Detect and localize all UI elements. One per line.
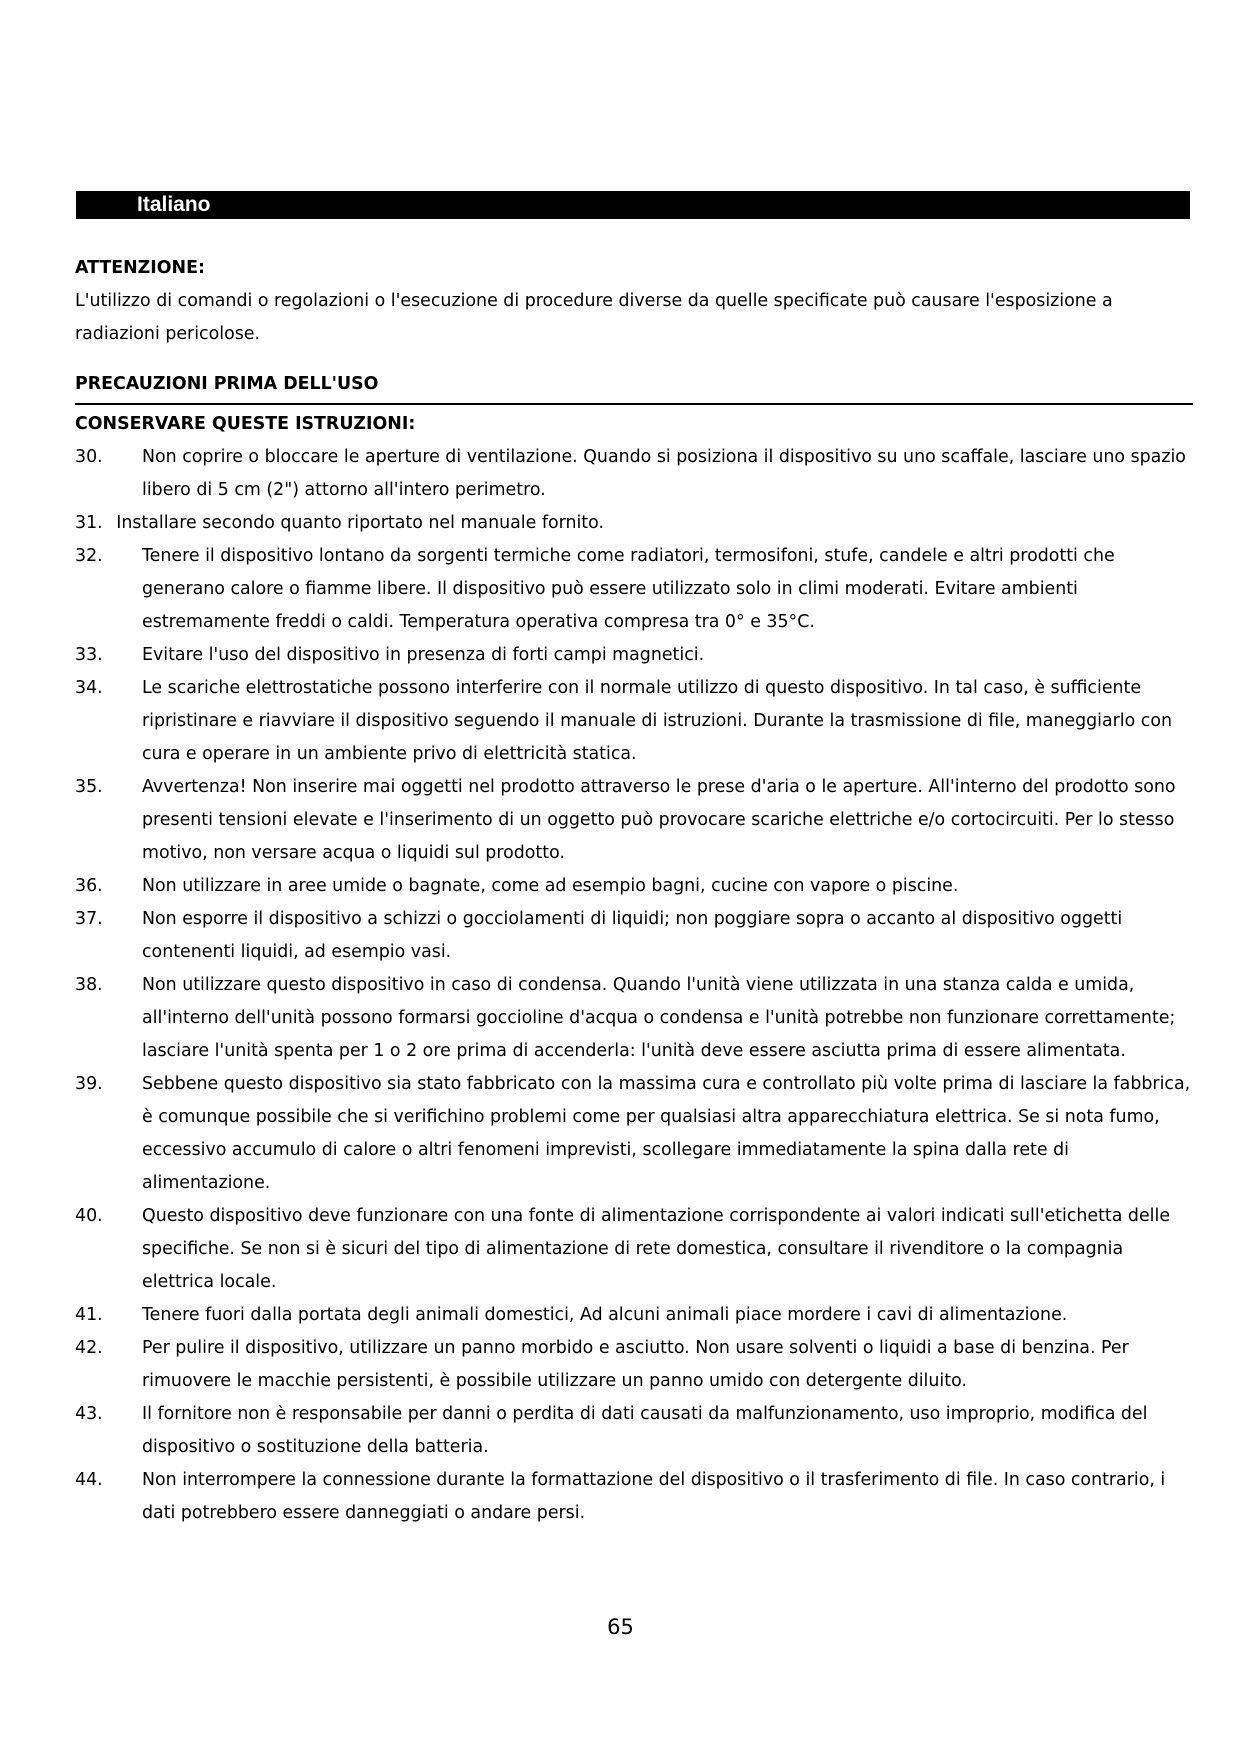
list-item bbox=[75, 1299, 1193, 1332]
list-item-text: Avvertenza! Non inserire mai oggetti nel prodotto attraverso le prese d'aria o le aperture. All'interno del prodotto sono presenti tensioni elevate e l'inserimento di un oggetto può provocare scariche elettriche e/o cortocircuiti. Per lo stesso motivo, non versare acqua o liquidi sul prodotto. bbox=[142, 777, 1176, 863]
list-item bbox=[75, 771, 1193, 870]
list-item-text: Per pulire il dispositivo, utilizzare un panno morbido e asciutto. Non usare solventi o liquidi a base di benzina. Per rimuovere le macchie persistenti, è possibile utilizzare un panno umido con detergente diluito. bbox=[142, 1338, 1129, 1391]
list-item bbox=[75, 903, 1193, 969]
list-item-number: 40. bbox=[75, 1206, 103, 1226]
list-item bbox=[75, 672, 1193, 771]
list-item-text: Sebbene questo dispositivo sia stato fabbricato con la massima cura e controllato più volte prima di lasciare la fabbrica, è comunque possibile che si verifichino problemi come per qualsiasi altra apparecchiatura elettrica. Se si nota fumo, eccessivo accumulo di calore o altri fenomeni imprevisti, scollegare immediatamente la spina dalla rete di alimentazione. bbox=[142, 1074, 1191, 1193]
list-item-text: Non utilizzare in aree umide o bagnate, come ad esempio bagni, cucine con vapore o piscine. bbox=[142, 876, 959, 896]
list-item bbox=[75, 1200, 1193, 1299]
list-item bbox=[75, 1398, 1193, 1464]
warning-text: L'utilizzo di comandi o regolazioni o l'esecuzione di procedure diverse da quelle specificate può causare l'esposizione a radiazioni pericolose. bbox=[75, 291, 1113, 344]
list-item-text: Non utilizzare questo dispositivo in caso di condensa. Quando l'unità viene utilizzata in una stanza calda e umida, all'interno dell'unità possono formarsi goccioline d'acqua o condensa e l'unità potrebbe non funzionare correttamente; lasciare l'unità spenta per 1 o 2 ore prima di accenderla: l'unità deve essere asciutta prima di essere alimentata. bbox=[142, 975, 1176, 1061]
list-item-number: 36. bbox=[75, 876, 103, 896]
list-item bbox=[75, 639, 1193, 672]
list-item-text: Evitare l'uso del dispositivo in presenza di forti campi magnetici. bbox=[142, 645, 705, 665]
precautions-list bbox=[75, 441, 1193, 1530]
warning-heading: ATTENZIONE: bbox=[75, 258, 205, 278]
list-item-number: 31. bbox=[75, 513, 103, 533]
list-item bbox=[75, 969, 1193, 1068]
list-item bbox=[75, 441, 1193, 507]
list-item-number: 43. bbox=[75, 1404, 103, 1424]
list-item bbox=[75, 1464, 1193, 1530]
list-item-number: 37. bbox=[75, 909, 103, 929]
list-item bbox=[75, 540, 1193, 639]
list-item-text: Questo dispositivo deve funzionare con una fonte di alimentazione corrispondente ai valori indicati sull'etichetta delle specifiche. Se non si è sicuri del tipo di alimentazione di rete domestica, consultare il rivenditore o la compagnia elettrica locale. bbox=[142, 1206, 1171, 1292]
list-item-number: 34. bbox=[75, 678, 103, 698]
list-item-text: Non esporre il dispositivo a schizzi o gocciolamenti di liquidi; non poggiare sopra o accanto al dispositivo oggetti contenenti liquidi, ad esempio vasi. bbox=[142, 909, 1123, 962]
section-subtitle: CONSERVARE QUESTE ISTRUZIONI: bbox=[75, 414, 416, 434]
list-item-text: Il fornitore non è responsabile per danni o perdita di dati causati da malfunzionamento, uso improprio, modifica del dispositivo o sostituzione della batteria. bbox=[142, 1404, 1148, 1457]
list-item bbox=[75, 1332, 1193, 1398]
list-item-text: Tenere fuori dalla portata degli animali domestici, Ad alcuni animali piace mordere i cavi di alimentazione. bbox=[142, 1305, 1068, 1325]
list-item bbox=[75, 870, 1193, 903]
list-item-number: 30. bbox=[75, 447, 103, 467]
document-body bbox=[75, 252, 1193, 1530]
list-item bbox=[75, 1068, 1193, 1200]
list-item-text: Installare secondo quanto riportato nel manuale fornito. bbox=[116, 513, 604, 533]
list-item bbox=[75, 507, 1193, 540]
list-item-text: Tenere il dispositivo lontano da sorgenti termiche come radiatori, termosifoni, stufe, candele e altri prodotti che generano calore o fiamme libere. Il dispositivo può essere utilizzato solo in climi moderati. Evitare ambienti estremamente freddi o caldi. Temperatura operativa compresa tra 0° e 35°C. bbox=[142, 546, 1115, 632]
list-item-number: 32. bbox=[75, 546, 103, 566]
list-item-text: Le scariche elettrostatiche possono interferire con il normale utilizzo di questo dispositivo. In tal caso, è sufficiente ripristinare e riavviare il dispositivo seguendo il manuale di istruzioni. Durante la trasmissione di file, maneggiarlo con cura e operare in un ambiente privo di elettricità statica. bbox=[142, 678, 1173, 764]
list-item-number: 44. bbox=[75, 1470, 103, 1490]
language-header-bar bbox=[76, 191, 1190, 219]
list-item-number: 42. bbox=[75, 1338, 103, 1358]
list-item-text: Non interrompere la connessione durante la formattazione del dispositivo o il trasferimento di file. In caso contrario, i dati potrebbero essere danneggiati o andare persi. bbox=[142, 1470, 1166, 1523]
list-item-text: Non coprire o bloccare le aperture di ventilazione. Quando si posiziona il dispositivo su uno scaffale, lasciare uno spazio libero di 5 cm (2") attorno all'intero perimetro. bbox=[142, 447, 1186, 500]
list-item-number: 38. bbox=[75, 975, 103, 995]
list-item-number: 33. bbox=[75, 645, 103, 665]
page-number: 65 bbox=[607, 1615, 634, 1639]
section-title: PRECAUZIONI PRIMA DELL'USO bbox=[75, 368, 1193, 405]
list-item-number: 35. bbox=[75, 777, 103, 797]
list-item-number: 41. bbox=[75, 1305, 103, 1325]
list-item-number: 39. bbox=[75, 1074, 103, 1094]
language-label: Italiano bbox=[137, 193, 211, 216]
